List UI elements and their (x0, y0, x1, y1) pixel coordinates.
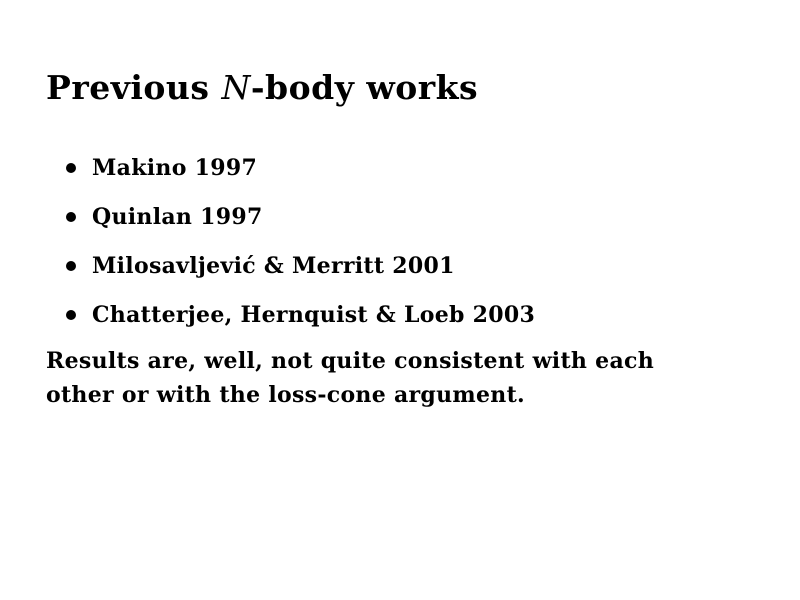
list-item-text: Milosavljević & Merritt 2001 (92, 252, 455, 279)
bullet-icon (66, 310, 76, 320)
bullet-icon (66, 261, 76, 271)
list-item (66, 143, 535, 192)
list-item (66, 192, 535, 241)
paragraph-line-2: other or with the loss-cone argument. (46, 382, 525, 408)
title-prefix: Previous (46, 68, 222, 107)
list-item (66, 241, 535, 290)
title-suffix: -body works (250, 68, 479, 107)
slide-title (46, 64, 478, 112)
paragraph-line-1: Results are, well, not quite consistent with each (46, 348, 655, 374)
list-item (66, 290, 535, 339)
list-item-text: Chatterjee, Hernquist & Loeb 2003 (92, 301, 536, 328)
list-item-text: Quinlan 1997 (92, 203, 263, 230)
bullet-icon (66, 163, 76, 173)
bullet-icon (66, 212, 76, 222)
list-item-text: Makino 1997 (92, 154, 258, 181)
bullet-list (66, 143, 535, 339)
summary-paragraph (46, 344, 746, 412)
title-math-variable: N (221, 68, 251, 107)
